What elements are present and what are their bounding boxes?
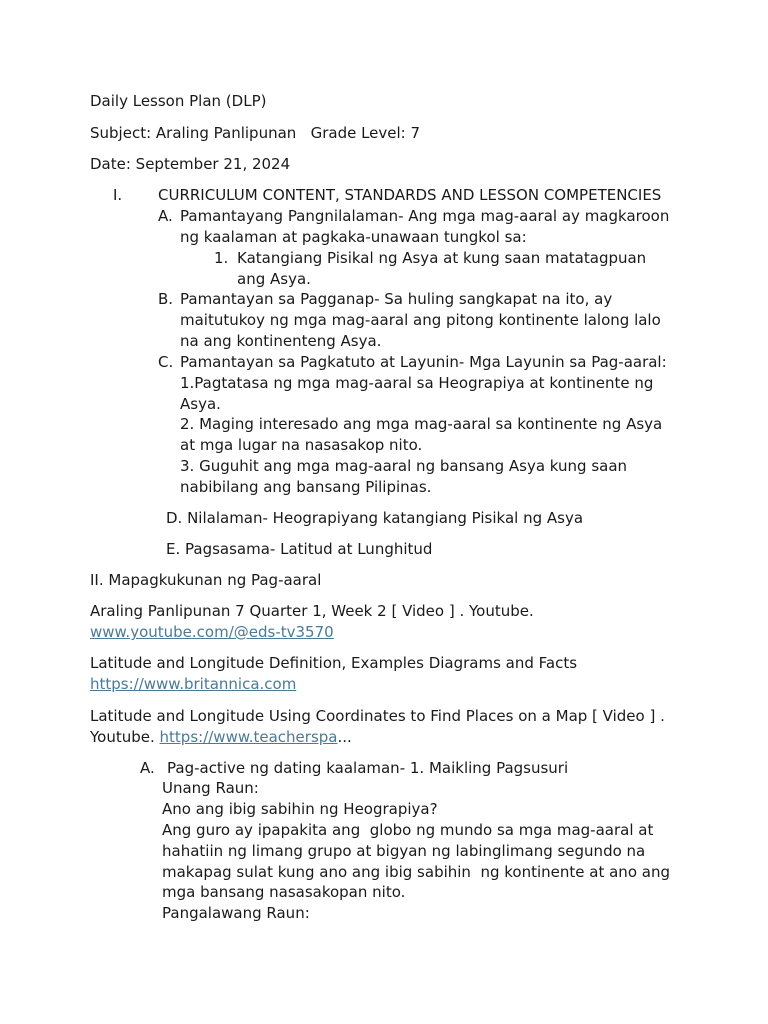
item-b-line-3: na ang kontinenteng Asya.	[180, 332, 382, 350]
activity-line-6: mga bansang nasasakopan nito.	[162, 883, 406, 901]
reference-2-line	[90, 674, 296, 695]
item-c-line-7: nabibilang ang bansang Pilipinas.	[180, 478, 432, 496]
item-a-1-line-2: ang Asya.	[237, 270, 311, 288]
activity-line-7: Pangalawang Raun:	[162, 904, 310, 922]
reference-3-prefix: Youtube.	[90, 728, 160, 746]
reference-3-link[interactable]: https://www.teacherspa	[159, 728, 338, 746]
reference-1-link[interactable]: www.youtube.com/@eds-tv3570	[90, 623, 334, 641]
section-1-heading: CURRICULUM CONTENT, STANDARDS AND LESSON COMPETENCIES	[158, 186, 662, 204]
list-marker-a: A.	[158, 207, 173, 225]
item-c-line-4: 2. Maging interesado ang mga mag-aaral sa kontinente ng Asya	[180, 415, 663, 433]
reference-3-text: Latitude and Longitude Using Coordinates to Find Places on a Map [ Video ] .	[90, 707, 665, 725]
item-c-line-5: at mga lugar na nasasakop nito.	[180, 436, 423, 454]
item-a-line-1: Pamantayang Pangnilalaman- Ang mga mag-aaral ay magkaroon	[180, 207, 670, 225]
section-2-heading: II. Mapagkukunan ng Pag-aaral	[90, 571, 322, 589]
activity-line-3: Ang guro ay ipapakita ang globo ng mundo sa mga mag-aaral at	[162, 821, 654, 839]
reference-3-suffix: ...	[337, 728, 352, 746]
reference-1-line	[90, 622, 334, 643]
date-line: Date: September 21, 2024	[90, 155, 291, 173]
item-a-line-2: ng kaalaman at pagkaka-unawaan tungkol sa:	[180, 228, 527, 246]
activity-marker-a: A.	[140, 759, 155, 777]
section-1-numeral: I.	[113, 186, 123, 204]
activity-heading: Pag-active ng dating kaalaman- 1. Maikling Pagsusuri	[167, 759, 569, 777]
item-e: E. Pagsasama- Latitud at Lunghitud	[166, 540, 433, 558]
document-title: Daily Lesson Plan (DLP)	[90, 92, 267, 110]
activity-line-5: makapag sulat kung ano ang ibig sabihin ng kontinente at ano ang	[162, 863, 670, 881]
subject-line: Subject: Araling Panlipunan Grade Level: 7	[90, 124, 421, 142]
item-d: D. Nilalaman- Heograpiyang katangiang Pisikal ng Asya	[166, 509, 584, 527]
item-c-line-3: Asya.	[180, 395, 221, 413]
list-marker-a-1: 1.	[214, 249, 229, 267]
activity-line-4: hahatiin ng limang grupo at bigyan ng labinglimang segundo na	[162, 842, 646, 860]
item-b-line-1: Pamantayan sa Pagganap- Sa huling sangkapat na ito, ay	[180, 290, 613, 308]
reference-1-text: Araling Panlipunan 7 Quarter 1, Week 2 [ Video ] . Youtube.	[90, 602, 534, 620]
item-b-line-2: maitutukoy ng mga mag-aaral ang pitong kontinente lalong lalo	[180, 311, 661, 329]
list-marker-c: C.	[158, 353, 174, 371]
activity-line-1: Unang Raun:	[162, 779, 259, 797]
reference-2-link[interactable]: https://www.britannica.com	[90, 675, 297, 693]
activity-line-2: Ano ang ibig sabihin ng Heograpiya?	[162, 800, 438, 818]
item-c-line-1: Pamantayan sa Pagkatuto at Layunin- Mga Layunin sa Pag-aaral:	[180, 353, 667, 371]
item-c-line-2: 1.Pagtatasa ng mga mag-aaral sa Heograpiya at kontinente ng	[180, 374, 654, 392]
reference-2-text: Latitude and Longitude Definition, Examples Diagrams and Facts	[90, 654, 578, 672]
reference-3-line	[90, 727, 352, 748]
list-marker-b: B.	[158, 290, 174, 308]
item-c-line-6: 3. Guguhit ang mga mag-aaral ng bansang Asya kung saan	[180, 457, 628, 475]
item-a-1-line-1: Katangiang Pisikal ng Asya at kung saan matatagpuan	[237, 249, 647, 267]
